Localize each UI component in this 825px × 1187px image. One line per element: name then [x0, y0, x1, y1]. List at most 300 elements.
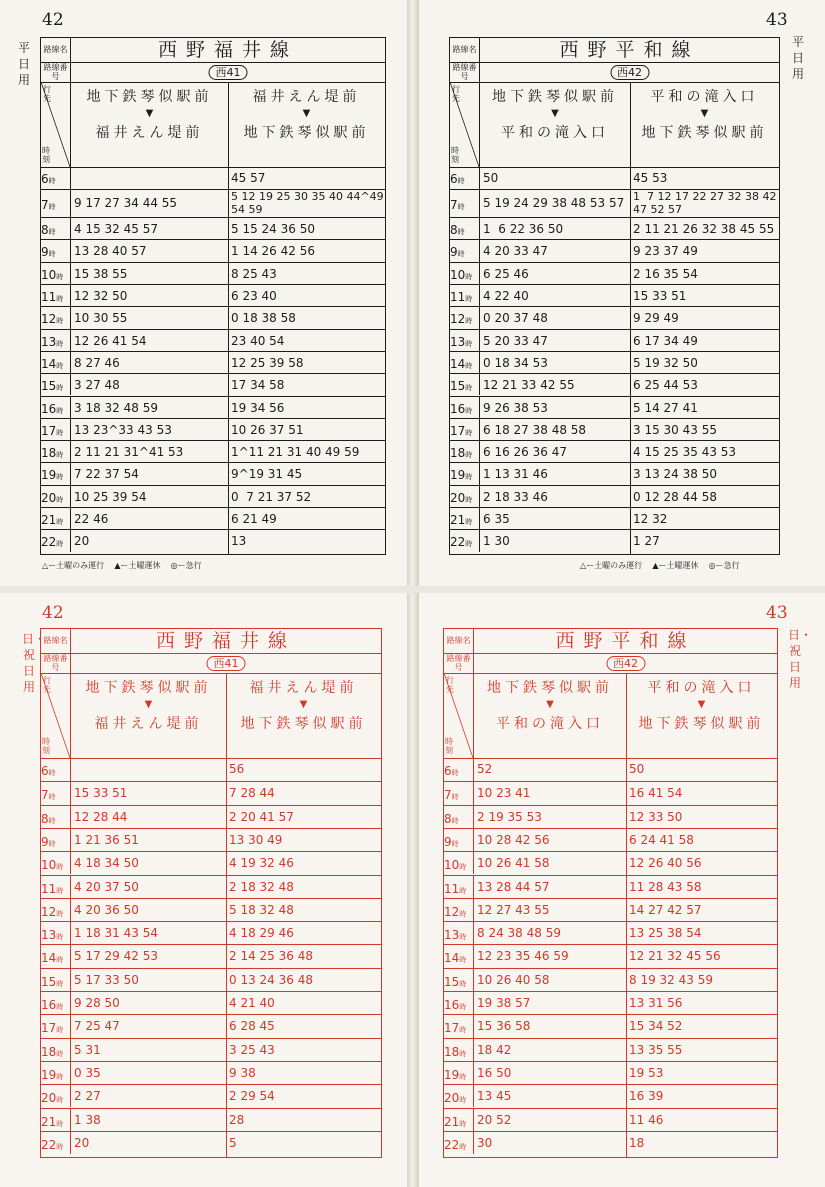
departures-direction-1: 15 38 55: [74, 266, 128, 281]
hour-cell: [41, 1132, 71, 1154]
departures-direction-1: 5 20 33 47: [483, 333, 548, 348]
direction-1-origin: 地下鉄琴似駅前: [487, 680, 613, 696]
hour-value: 14: [444, 951, 460, 966]
departures-direction-1: [71, 758, 229, 781]
departures-direction-2: 4 21 40: [229, 996, 275, 1010]
arrow-down-icon: ▼: [144, 699, 153, 710]
hour-row-6: [444, 758, 777, 781]
direction-header-row: [450, 82, 779, 168]
hour-suffix: 時: [56, 1072, 64, 1081]
hour-suffix: 時: [459, 933, 467, 942]
hour-row-12: [450, 306, 779, 328]
departures-direction-2: 1 7 12 17 22 27 32 38 42 47 52 57: [633, 190, 777, 217]
hour-row-19: [41, 462, 385, 484]
direction-label: 行先: [43, 85, 51, 103]
departures-direction-2: 45 57: [231, 171, 266, 185]
hour-value: 11: [444, 881, 460, 896]
departures-direction-1: 13 28 44 57: [477, 879, 550, 894]
departures-direction-2: 50: [629, 762, 645, 776]
hour-row-9: [41, 239, 385, 261]
arrow-down-icon: ▼: [302, 108, 311, 119]
hour-value: 22: [41, 1137, 57, 1152]
hour-suffix: 時: [457, 228, 465, 237]
route-number-label: 路線番号: [41, 62, 71, 82]
legend-right: △ー土曜のみ運行 ▲ー土曜運休 ◎ー急行: [580, 561, 740, 570]
departures-direction-1: 13 23^33 43 53: [74, 422, 172, 437]
departures-direction-2: 1 14 26 42 56: [231, 244, 315, 259]
hour-value: 18: [444, 1044, 460, 1059]
hour-row-17: [41, 418, 385, 440]
schedule-type-label-right: 日・祝日用: [788, 628, 813, 690]
departures-direction-1: 6 25 46: [483, 266, 529, 281]
hour-row-11: [41, 284, 385, 306]
hour-row-18: [444, 1038, 777, 1061]
departures-direction-2: 16 41 54: [629, 786, 683, 801]
hour-value: 20: [444, 1091, 460, 1106]
departures-direction-2: 56: [229, 762, 245, 776]
route-number-badge: 西41: [207, 656, 246, 671]
departures-direction-2: 2 20 41 57: [229, 809, 294, 824]
hour-cell: [450, 397, 480, 418]
hour-value: 17: [444, 1021, 460, 1036]
hour-suffix: 時: [48, 250, 56, 259]
hour-row-17: [41, 1014, 381, 1037]
hour-row-18: [450, 440, 779, 462]
hour-row-7: [444, 781, 777, 804]
hour-value: 6: [41, 172, 49, 186]
departures-direction-2: 10 26 37 51: [231, 422, 304, 437]
departures-direction-2: 3 13 24 38 50: [633, 467, 717, 482]
hour-suffix: 時: [465, 451, 473, 460]
route-name-row: [41, 629, 381, 654]
hour-suffix: 時: [56, 451, 64, 460]
departures-direction-1: 3 27 48: [74, 378, 120, 393]
hour-cell: [450, 285, 480, 306]
departures-direction-2: 0 12 28 44 58: [633, 489, 717, 504]
hour-suffix: 時: [56, 909, 64, 918]
hour-cell: [444, 1132, 474, 1154]
departures-direction-2: 9 38: [229, 1065, 256, 1080]
departures-direction-2: 9^19 31 45: [231, 467, 303, 482]
departures-direction-2: 12 21 32 45 56: [629, 949, 721, 964]
hour-suffix: 時: [459, 1142, 467, 1151]
hour-row-19: [41, 1061, 381, 1084]
departures-direction-1: 52: [477, 762, 493, 776]
hour-suffix: 時: [457, 250, 465, 259]
hour-suffix: 時: [56, 361, 64, 370]
hour-row-7: [41, 781, 381, 804]
hour-suffix: 時: [56, 979, 64, 988]
route-name-label: 路線名: [450, 38, 480, 62]
departures-direction-1: 4 18 34 50: [74, 856, 139, 871]
hour-value: 6: [41, 764, 49, 778]
departures-direction-2: 12 32: [633, 512, 668, 526]
departures-direction-1: 0 35: [74, 1065, 101, 1080]
departures-direction-1: 7 22 37 54: [74, 467, 139, 482]
hour-value: 18: [41, 1044, 57, 1059]
departures-direction-2: 4 15 25 35 43 53: [633, 445, 737, 460]
hour-value: 16: [41, 998, 57, 1012]
hour-value: 10: [444, 858, 460, 873]
departures-direction-1: 2 27: [74, 1089, 101, 1104]
departures-direction-1: 0 18 34 53: [483, 355, 548, 370]
departures-direction-1: 10 26 41 58: [477, 856, 550, 871]
departures-direction-1: [71, 167, 231, 189]
direction-1-destination: 福井えん堤前: [95, 125, 204, 141]
route-number-badge: 西41: [209, 65, 248, 80]
hour-value: 17: [41, 423, 57, 438]
hour-value: 10: [450, 267, 466, 282]
hour-cell: [41, 285, 71, 306]
departures-direction-2: 0 13 24 36 48: [229, 972, 313, 987]
hour-suffix: 時: [459, 1003, 467, 1011]
hour-suffix: 時: [465, 540, 473, 549]
hour-suffix: 時: [56, 886, 64, 895]
departures-direction-1: 4 22 40: [483, 289, 529, 303]
departures-direction-2: 2 14 25 36 48: [229, 949, 313, 964]
direction-2: [630, 82, 779, 167]
departures-direction-2: 13 31 56: [629, 996, 683, 1010]
direction-2-destination: 地下鉄琴似駅前: [243, 125, 370, 141]
departures-direction-2: 12 33 50: [629, 809, 683, 824]
hour-row-8: [444, 805, 777, 828]
departures-direction-1: 10 28 42 56: [477, 832, 550, 847]
hour-row-13: [41, 329, 385, 351]
departures-direction-2: 15 34 52: [629, 1019, 683, 1034]
hour-cell: [41, 1039, 71, 1061]
direction-header-row: [41, 673, 381, 759]
departures-direction-1: 1 38: [74, 1112, 101, 1127]
hour-row-17: [450, 418, 779, 440]
departures-direction-1: 10 25 39 54: [74, 489, 147, 504]
hour-suffix: 時: [457, 203, 465, 212]
hour-suffix: 時: [56, 1142, 64, 1151]
hour-cell: [41, 945, 71, 967]
hour-suffix: 時: [56, 518, 64, 526]
departures-direction-2: 16 39: [629, 1089, 664, 1104]
departures-direction-1: 1 18 31 43 54: [74, 926, 158, 941]
hour-suffix: 時: [56, 1049, 64, 1058]
hour-value: 9: [450, 245, 458, 260]
route-number-label: 路線番号: [41, 653, 71, 673]
hour-value: 21: [41, 1114, 57, 1129]
departures-direction-1: 12 28 44: [74, 809, 128, 824]
departures-direction-2: 8 25 43: [231, 266, 277, 281]
arrow-down-icon: ▼: [697, 699, 706, 710]
departures-direction-1: 30: [477, 1135, 493, 1150]
hour-suffix: 時: [465, 406, 473, 415]
departures-direction-1: 4 15 32 45 57: [74, 222, 158, 237]
hour-cell: [41, 263, 71, 284]
departures-direction-2: 5 14 27 41: [633, 400, 698, 415]
hour-row-21: [444, 1108, 777, 1131]
hour-row-10: [444, 851, 777, 874]
departures-direction-1: 7 25 47: [74, 1019, 120, 1034]
arrow-down-icon: ▼: [145, 108, 154, 119]
hour-suffix: 時: [459, 909, 467, 918]
route-name: 西野平和線: [559, 39, 700, 61]
hour-cell: [444, 806, 474, 828]
departures-direction-1: 20: [74, 534, 90, 549]
hour-suffix: 時: [56, 384, 64, 393]
hour-cell: [41, 330, 71, 351]
hour-value: 7: [444, 788, 452, 803]
route-number-wrap: [71, 653, 381, 673]
hour-row-8: [41, 805, 381, 828]
departures-direction-2: 14 27 42 57: [629, 902, 702, 917]
departures-direction-1: 50: [483, 171, 499, 185]
hour-cell: [41, 508, 71, 529]
hour-suffix: 時: [56, 272, 64, 281]
holiday-spread: [0, 593, 825, 1187]
hour-row-21: [41, 507, 385, 529]
departures-direction-1: 8 27 46: [74, 355, 120, 370]
timetable-rows: [450, 167, 779, 551]
hour-suffix: 時: [465, 317, 473, 326]
book-gutter: [407, 593, 419, 1187]
route-name-label: 路線名: [444, 629, 474, 653]
departures-direction-1: 12 26 41 54: [74, 333, 147, 348]
hour-value: 10: [41, 267, 57, 282]
hour-suffix: 時: [459, 1119, 467, 1128]
departures-direction-2: 13: [231, 534, 247, 549]
hour-cell: [41, 374, 71, 395]
timetable-nishino-fukui-weekday: [40, 37, 386, 555]
hour-value: 8: [444, 811, 452, 826]
timetable-nishino-heiwa-weekday: [449, 37, 780, 555]
hour-suffix: 時: [465, 384, 473, 393]
hour-value: 19: [450, 468, 466, 483]
route-number-badge: 西42: [606, 656, 645, 671]
direction-header-row: [41, 82, 385, 168]
departures-direction-2: 5 18 32 48: [229, 902, 294, 917]
hour-row-7: [450, 189, 779, 217]
hour-row-22: [41, 529, 385, 551]
departures-direction-1: 1 30: [483, 534, 510, 549]
hour-value: 15: [444, 974, 460, 989]
hour-cell: [444, 969, 474, 991]
hour-row-15: [41, 968, 381, 991]
route-name: 西野平和線: [555, 630, 696, 652]
legend-saturday-suspended: ▲ー土曜運休: [114, 561, 161, 570]
hour-cell: [444, 758, 474, 781]
hour-row-14: [444, 944, 777, 967]
departures-direction-2: 9 29 49: [633, 311, 679, 326]
direction-1-destination: 平和の滝入口: [496, 716, 604, 732]
departures-direction-2: 4 19 32 46: [229, 856, 294, 871]
hour-suffix: 時: [459, 1026, 467, 1035]
hour-suffix: 時: [56, 956, 64, 965]
departures-direction-2: 11 46: [629, 1112, 664, 1127]
hour-suffix: 時: [48, 816, 56, 825]
hour-suffix: 時: [465, 518, 473, 526]
hour-row-22: [450, 529, 779, 551]
direction-1: [71, 82, 228, 167]
route-name-row: [450, 38, 779, 63]
hour-value: 15: [41, 379, 57, 394]
route-number-label: 路線番号: [444, 653, 474, 673]
direction-2-origin: 平和の滝入口: [647, 680, 756, 696]
departures-direction-2: 5: [229, 1135, 237, 1150]
page-number-right: 43: [766, 603, 788, 623]
hour-value: 8: [450, 223, 458, 238]
departures-direction-1: 13 28 40 57: [74, 244, 147, 259]
departures-direction-2: 12 26 40 56: [629, 856, 702, 871]
hour-suffix: 時: [451, 769, 459, 777]
hour-value: 11: [41, 881, 57, 896]
direction-header-row: [444, 673, 777, 759]
time-label: 時刻: [451, 146, 459, 164]
hour-row-10: [41, 851, 381, 874]
hour-cell: [41, 992, 71, 1014]
hour-suffix: 時: [459, 863, 467, 872]
hour-row-9: [444, 828, 777, 851]
direction-1-origin: 地下鉄琴似駅前: [86, 89, 213, 105]
hour-value: 14: [41, 356, 57, 371]
departures-direction-2: 6 21 49: [231, 512, 277, 526]
route-number-row: [450, 62, 779, 83]
hour-suffix: 時: [56, 428, 64, 437]
route-name-row: [444, 629, 777, 654]
hour-suffix: 時: [457, 177, 465, 185]
corner-cell: [41, 673, 71, 758]
hour-suffix: 時: [56, 863, 64, 872]
hour-row-16: [41, 991, 381, 1014]
hour-cell: [41, 1015, 71, 1037]
hour-row-20: [444, 1084, 777, 1107]
direction-label: 行先: [446, 676, 454, 694]
departures-direction-2: 1^11 21 31 40 49 59: [231, 445, 360, 460]
departures-direction-1: 20 52: [477, 1112, 512, 1127]
departures-direction-2: 2 11 21 26 32 38 45 55: [633, 222, 775, 237]
hour-cell: [450, 167, 480, 189]
hour-value: 14: [450, 356, 466, 371]
direction-1-destination: 平和の滝入口: [501, 125, 609, 141]
departures-direction-1: 12 32 50: [74, 289, 128, 303]
direction-2-destination: 地下鉄琴似駅前: [638, 716, 765, 732]
route-number-wrap: [71, 62, 385, 82]
schedule-type-label-left: 平日用: [17, 41, 30, 87]
hour-value: 10: [41, 858, 57, 873]
hour-cell: [41, 829, 71, 851]
departures-direction-2: 9 23 37 49: [633, 244, 698, 259]
hour-row-19: [444, 1061, 777, 1084]
hour-cell: [41, 352, 71, 373]
departures-direction-2: 3 15 30 43 55: [633, 422, 717, 437]
hour-row-9: [41, 828, 381, 851]
departures-direction-1: 6 35: [483, 512, 510, 526]
departures-direction-2: 8 19 32 43 59: [629, 972, 713, 987]
hour-row-13: [41, 921, 381, 944]
direction-2-destination: 地下鉄琴似駅前: [641, 125, 768, 141]
hour-row-13: [450, 329, 779, 351]
hour-value: 22: [444, 1137, 460, 1152]
hour-row-17: [444, 1014, 777, 1037]
hour-row-20: [450, 485, 779, 507]
route-number-label: 路線番号: [450, 62, 480, 82]
departures-direction-2: 4 18 29 46: [229, 926, 294, 941]
direction-label: 行先: [452, 85, 460, 103]
hour-row-11: [444, 875, 777, 898]
hour-row-14: [450, 351, 779, 373]
hour-value: 8: [41, 223, 49, 238]
departures-direction-1: 12 27 43 55: [477, 902, 550, 917]
hour-cell: [444, 1085, 474, 1107]
direction-2: [226, 673, 381, 758]
hour-value: 8: [41, 811, 49, 826]
departures-direction-1: 19 38 57: [477, 996, 531, 1010]
hour-row-11: [450, 284, 779, 306]
hour-suffix: 時: [56, 1119, 64, 1128]
hour-value: 16: [41, 401, 57, 416]
hour-value: 11: [41, 290, 57, 304]
time-label: 時刻: [445, 737, 453, 755]
timetable-nishino-fukui-holiday: [40, 628, 382, 1158]
departures-direction-1: 1 21 36 51: [74, 832, 139, 847]
departures-direction-2: 0 18 38 58: [231, 311, 296, 326]
hour-cell: [450, 508, 480, 529]
departures-direction-1: 4 20 36 50: [74, 902, 139, 917]
departures-direction-1: 18 42: [477, 1042, 512, 1057]
departures-direction-1: 4 20 37 50: [74, 879, 139, 894]
hour-row-13: [444, 921, 777, 944]
departures-direction-1: 10 23 41: [477, 786, 531, 801]
hour-cell: [41, 852, 71, 874]
hour-cell: [41, 530, 71, 551]
hour-value: 17: [450, 423, 466, 438]
hour-row-20: [41, 1084, 381, 1107]
hour-cell: [41, 441, 71, 462]
direction-2: [228, 82, 385, 167]
direction-1-origin: 地下鉄琴似駅前: [492, 89, 618, 105]
route-name-row: [41, 38, 385, 63]
hour-row-16: [444, 991, 777, 1014]
hour-suffix: 時: [459, 1096, 467, 1105]
departures-direction-1: 6 18 27 38 48 58: [483, 422, 587, 437]
hour-value: 7: [41, 198, 49, 213]
route-name-label: 路線名: [41, 629, 71, 653]
hour-cell: [444, 1109, 474, 1131]
hour-suffix: 時: [48, 228, 56, 237]
hour-cell: [41, 167, 71, 189]
hour-suffix: 時: [56, 473, 64, 482]
departures-direction-2: 6 25 44 53: [633, 378, 698, 393]
hour-row-22: [41, 1131, 381, 1154]
hour-cell: [41, 240, 71, 261]
hour-value: 20: [41, 1091, 57, 1106]
hour-suffix: 時: [56, 540, 64, 549]
departures-direction-2: 1 27: [633, 534, 660, 549]
departures-direction-1: 5 19 24 29 38 48 53 57: [483, 196, 625, 211]
hour-value: 13: [444, 928, 460, 943]
direction-1: [480, 82, 630, 167]
arrow-down-icon: ▼: [700, 108, 709, 119]
route-number-row: [444, 653, 777, 674]
hour-row-15: [41, 373, 385, 395]
departures-direction-1: 6 16 26 36 47: [483, 445, 567, 460]
departures-direction-1: 10 30 55: [74, 311, 128, 326]
hour-cell: [41, 1109, 71, 1131]
hour-suffix: 時: [465, 495, 473, 504]
page-number-right: 43: [766, 10, 788, 30]
hour-cell: [450, 330, 480, 351]
weekday-spread: [0, 0, 825, 586]
hour-value: 21: [444, 1114, 460, 1129]
hour-cell: [444, 992, 474, 1014]
hour-cell: [450, 263, 480, 284]
hour-cell: [444, 852, 474, 874]
hour-row-21: [450, 507, 779, 529]
